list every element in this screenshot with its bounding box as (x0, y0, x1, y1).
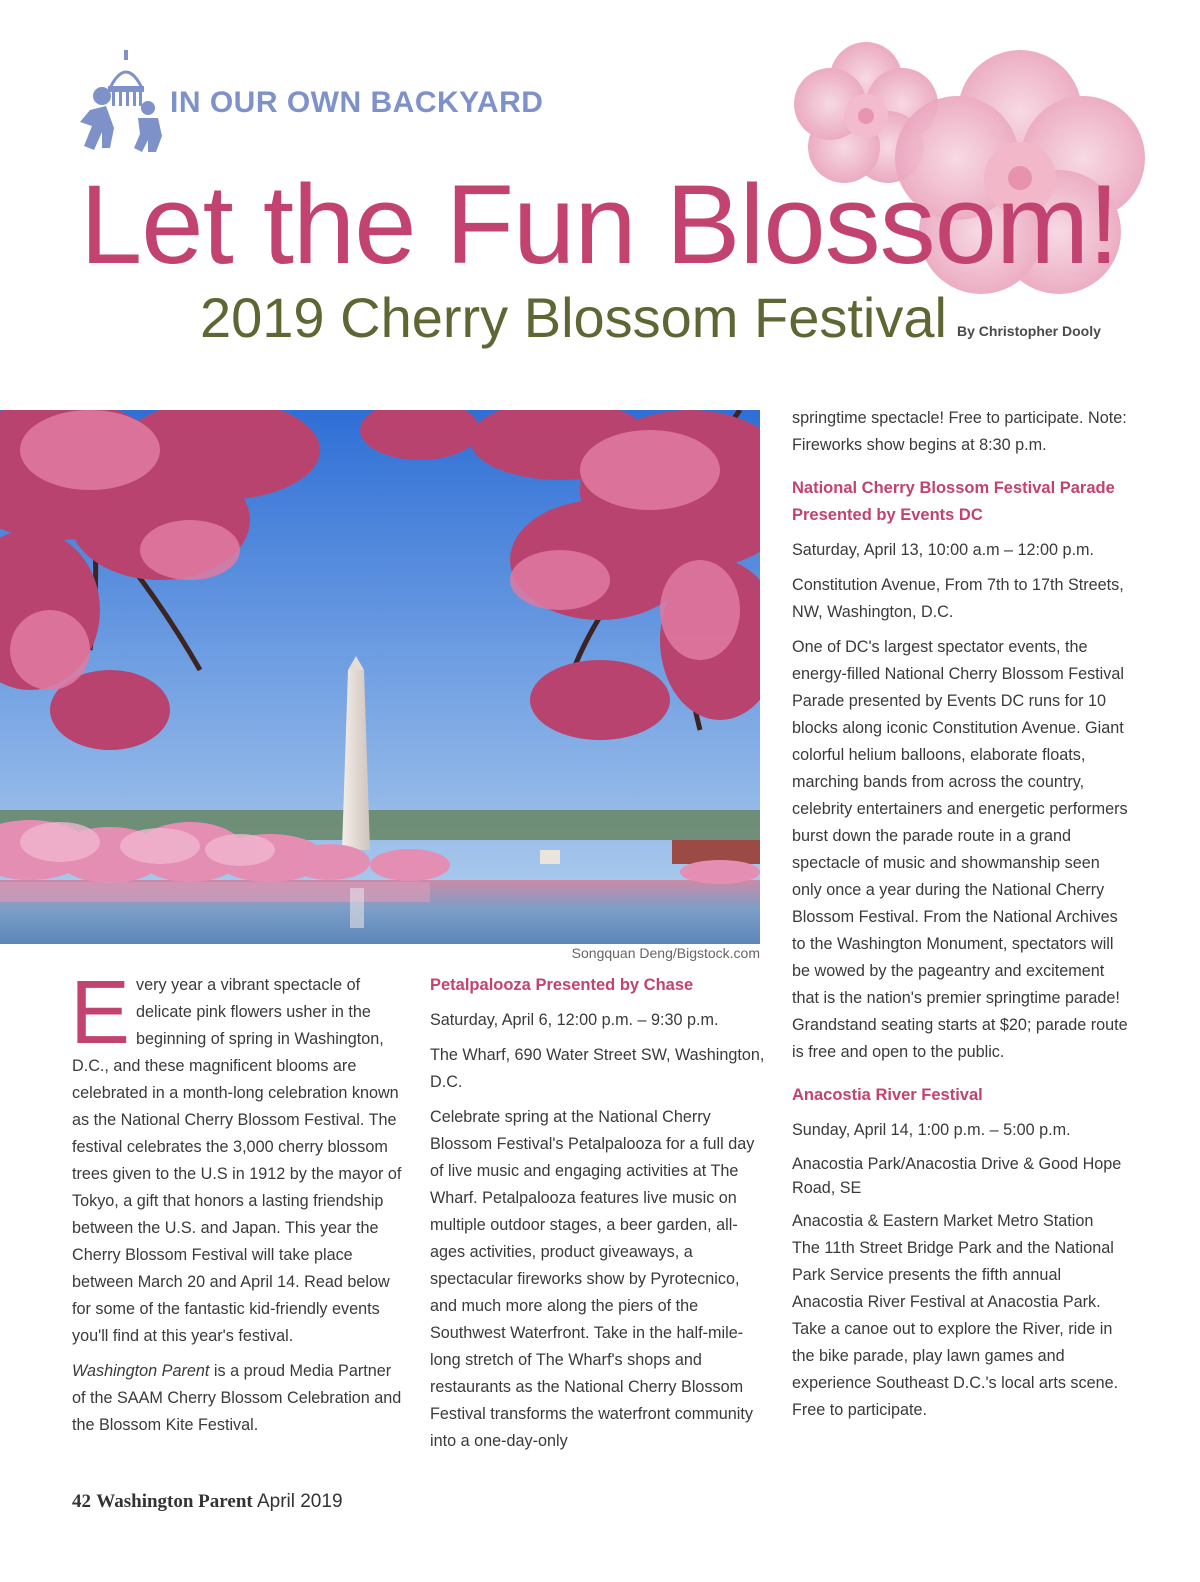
event-title-anacostia: Anacostia River Festival (792, 1086, 983, 1104)
event-title-petalpalooza: Petalpalooza Presented by Chase (430, 976, 694, 994)
event-description: The 11th Street Bridge Park and the National Park Service presents the fifth annual Anacostia River Festival at Anacostia Park. Take a canoe out to explore the River, ride in the bike parade, play lawn games and experience Southeast D.C.'s local arts scene. Free to participate. (792, 1239, 1119, 1419)
page-footer (72, 1491, 343, 1513)
headline: Let the Fun Blossom! (80, 162, 1119, 287)
event-description: One of DC's largest spectator events, the energy-filled National Cherry Blossom Festival Parade presented by Events DC runs for 10 blocks along iconic Constitution Avenue. Giant colorful helium balloons, elaborate floats, marching bands from across the country, celebrity entertainers and energetic performers burst down the parade route in a grand spectacle of music and showmanship seen only once a year during the National Cherry Blossom Festival. From the National Archives to the Washington Monument, spectators will be wowed by the pageantry and excitement that is the nation's premier springtime parade! Grandstand seating starts at $20; parade route is free and open to the public. (792, 638, 1128, 1061)
drop-cap: E (70, 963, 131, 1063)
event-description: Celebrate spring at the National Cherry Blossom Festival's Petalpalooza for a full day of live music and engaging activities at The Wharf. Petalpalooza features live music on multiple outdoor stages, a beer garden, all-ages activities, product giveaways, a spectacular fireworks show by Pyrotecnico, and much more along the piers of the Southwest Waterfront. Take in the half-mile-long stretch of The Wharf's shops and restaurants as the National Cherry Blossom Festival transforms the waterfront community into a one-day-only (430, 1108, 755, 1450)
photo-credit: Songquan Deng/Bigstock.com (571, 945, 760, 961)
event-date: Saturday, April 6, 12:00 p.m. – 9:30 p.m. (430, 1011, 719, 1029)
issue-date: April 2019 (256, 1491, 343, 1512)
intro-paragraph (70, 963, 406, 1350)
section-logo (76, 48, 176, 158)
event-date: Sunday, April 14, 1:00 p.m. – 5:00 p.m. (792, 1121, 1071, 1139)
publication-name: Washington Parent (96, 1491, 253, 1512)
event-location: Constitution Avenue, From 7th to 17th Streets, NW, Washington, D.C. (792, 576, 1124, 621)
intro-column (70, 963, 406, 1447)
cherry-blossom-photo (0, 410, 760, 944)
event-date: Saturday, April 13, 10:00 a.m – 12:00 p.m. (792, 541, 1095, 559)
page-number: 42 (72, 1491, 91, 1512)
event-description-continued: springtime spectacle! Free to participate. Note: Fireworks show begins at 8:30 p.m. (792, 409, 1127, 454)
intro-text: very year a vibrant spectacle of delicate pink flowers usher in the beginning of spring in Washington, D.C., and these magnificent blooms are celebrated in a month-long celebration known as the National Cherry Blossom Festival. The festival celebrates the 3,000 cherry blossom trees given to the U.S in 1912 by the mayor of Tokyo, a gift that honors a lasting friendship between the U.S. and Japan. This year the Cherry Blossom Festival will take place between March 20 and April 14. Read below for some of the fantastic kid-friendly events you'll find at this year's festival. (72, 976, 402, 1345)
section-kicker: IN OUR OWN BACKYARD (170, 86, 544, 119)
petalpalooza-column (430, 972, 765, 1463)
media-partner-note (72, 1358, 406, 1439)
media-partner-text: is a proud Media Partner of the SAAM Cherry Blossom Celebration and the Blossom Kite Festival. (72, 1362, 402, 1434)
subheadline: 2019 Cherry Blossom Festival (200, 286, 947, 349)
event-transit: Anacostia & Eastern Market Metro Station (792, 1212, 1094, 1230)
byline: By Christopher Dooly (957, 323, 1101, 339)
event-title-parade: National Cherry Blossom Festival Parade Presented by Events DC (792, 479, 1115, 524)
publication-name: Washington Parent (72, 1362, 210, 1380)
right-column (792, 405, 1128, 1432)
event-location: The Wharf, 690 Water Street SW, Washington, D.C. (430, 1046, 765, 1091)
event-location: Anacostia Park/Anacostia Drive & Good Hope Road, SE (792, 1155, 1122, 1197)
